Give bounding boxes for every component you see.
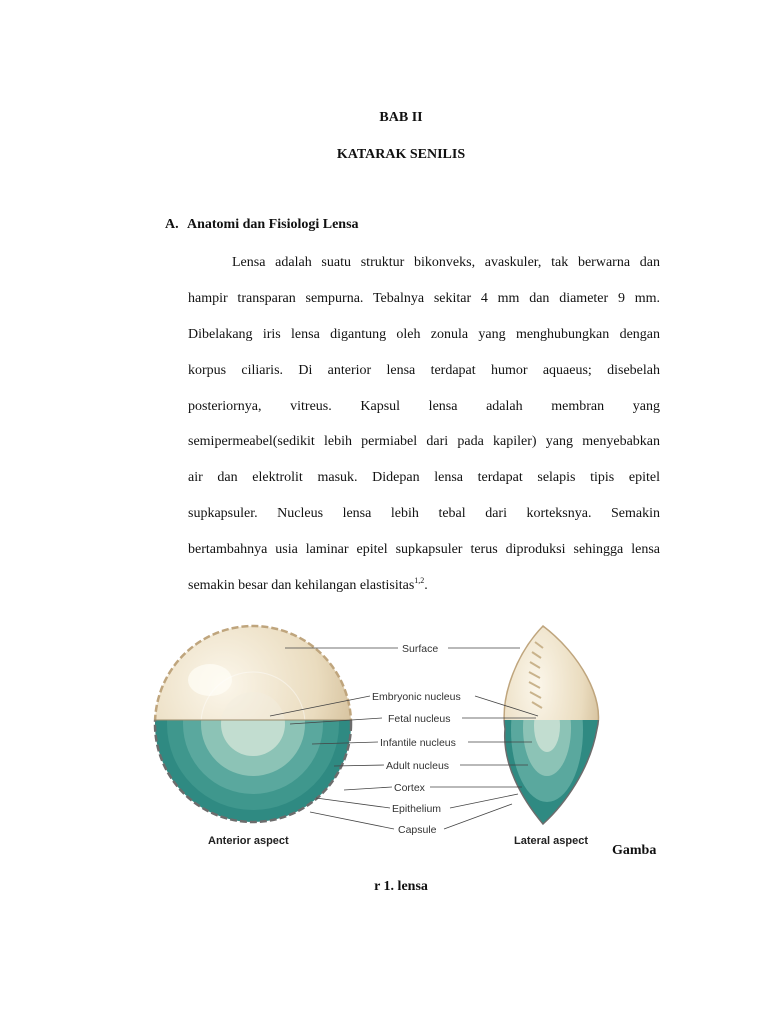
anterior-lens-drawing bbox=[154, 626, 352, 822]
label-cortex: Cortex bbox=[394, 782, 425, 794]
paragraph-line: Lensa adalah suatu struktur bikonveks, avaskuler, tak berwarna dan bbox=[232, 255, 660, 270]
paragraph-line: bertambahnya usia laminar epitel supkapsuler terus diproduksi sehingga lensa bbox=[188, 542, 660, 558]
last-line-text: semakin besar dan kehilangan elastisitas bbox=[188, 578, 415, 594]
label-infantile-nucleus: Infantile nucleus bbox=[380, 737, 456, 749]
paragraph-line: air dan elektrolit masuk. Didepan lensa terdapat selapis tipis epitel bbox=[188, 470, 660, 486]
label-epithelium: Epithelium bbox=[392, 803, 442, 815]
lateral-lens-drawing bbox=[504, 626, 598, 824]
section-title bbox=[165, 217, 359, 233]
paragraph-line: semipermeabel(sedikit lebih permiabel dari pada kapiler) yang menyebabkan bbox=[188, 434, 660, 450]
label-surface: Surface bbox=[402, 643, 439, 655]
paragraph-line: supkapsuler. Nucleus lensa lebih tebal dari korteksnya. Semakin bbox=[188, 506, 660, 522]
chapter-heading: BAB II bbox=[379, 110, 423, 125]
paragraph-line: korpus ciliaris. Di anterior lensa terdapat humor aquaeus; disebelah bbox=[188, 362, 660, 378]
label-fetal-nucleus: Fetal nucleus bbox=[388, 713, 451, 725]
citation-superscript: 1,2 bbox=[414, 576, 425, 586]
figure-caption-part2: r 1. lensa bbox=[374, 879, 428, 894]
paragraph-line: Dibelakang iris lensa digantung oleh zonula yang menghubungkan dengan bbox=[188, 326, 660, 342]
paragraph-line: posteriornya, vitreus. Kapsul lensa adalah membran yang bbox=[188, 398, 660, 414]
body-paragraph bbox=[188, 245, 660, 604]
label-capsule: Capsule bbox=[398, 824, 437, 836]
paragraph-line: hampir transparan sempurna. Tebalnya sekitar 4 mm dan diameter 9 mm. bbox=[188, 290, 660, 306]
label-adult-nucleus: Adult nucleus bbox=[386, 760, 450, 772]
lens-anatomy-figure bbox=[150, 604, 600, 854]
anterior-aspect-caption: Anterior aspect bbox=[208, 835, 289, 847]
figure-caption-part1: Gamba bbox=[612, 843, 657, 858]
section-title-text: Anatomi dan Fisiologi Lensa bbox=[187, 217, 359, 232]
lateral-aspect-caption: Lateral aspect bbox=[514, 835, 588, 847]
paragraph-line-last bbox=[188, 568, 660, 604]
label-embryonic-nucleus: Embryonic nucleus bbox=[372, 691, 461, 703]
section-number: A. bbox=[165, 217, 179, 232]
last-line-end: . bbox=[424, 578, 428, 594]
chapter-title: KATARAK SENILIS bbox=[336, 147, 466, 162]
